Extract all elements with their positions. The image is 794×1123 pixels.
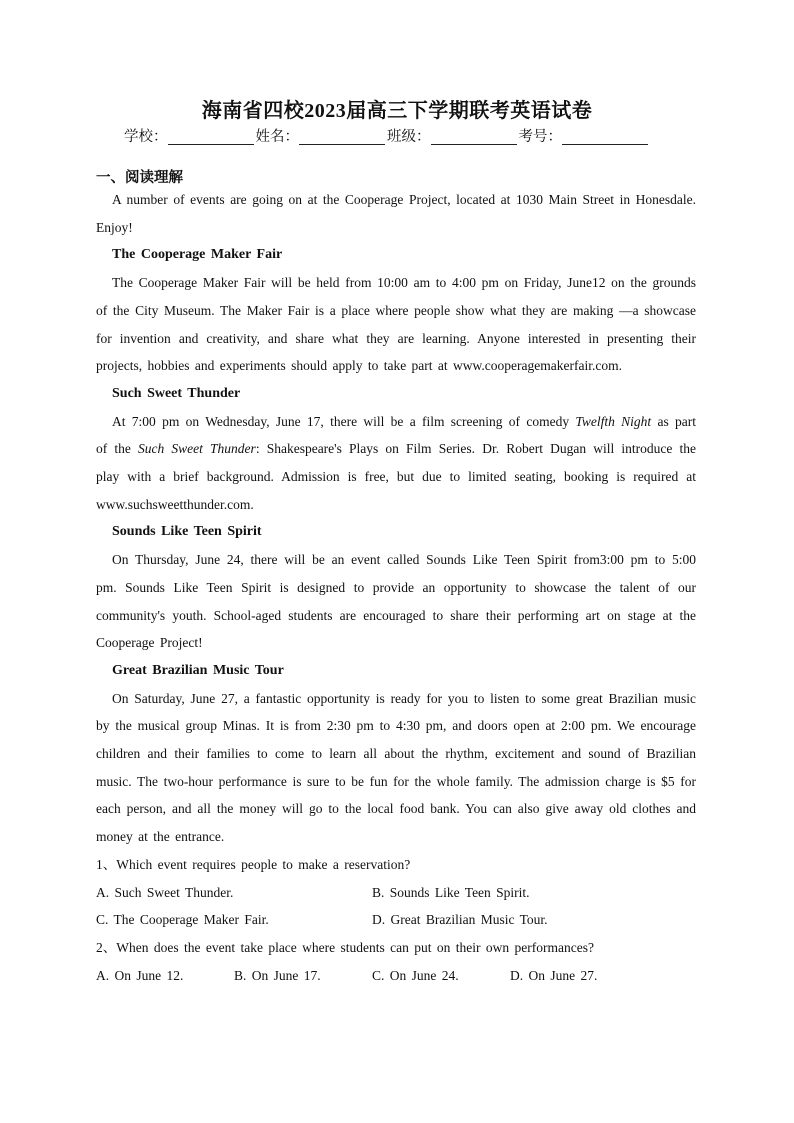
school-blank[interactable] [168,128,254,145]
event-heading-maker-fair: The Cooperage Maker Fair [112,247,283,263]
event-heading-sweet-thunder: Such Sweet Thunder [112,385,241,401]
school-label: 学校： [124,129,168,145]
question-2-option-c[interactable]: C. On June 24. [372,967,459,983]
question-1-option-d[interactable]: D. Great Brazilian Music Tour. [372,912,548,928]
number-label: 考号： [518,129,562,145]
text-part: as part of the [96,413,697,457]
exam-title: 海南省四校2023届高三下学期联考英语试卷 [201,100,593,122]
passage-intro: A number of events are going on at the Cooperage Project, located at 1030 Main Street in Honesdale. Enjoy! [96,192,696,235]
question-2-option-b[interactable]: B. On June 17. [234,967,321,983]
question-1-option-c[interactable]: C. The Cooperage Maker Fair. [96,912,269,928]
event-heading-brazilian-tour: Great Brazilian Music Tour [112,662,284,678]
question-1-stem: 1、Which event requires people to make a reservation? [96,856,411,872]
section-heading: 一、阅读理解 [96,170,183,186]
event-heading-teen-spirit: Sounds Like Teen Spirit [112,524,262,540]
series-title: Such Sweet Thunder [138,441,256,457]
event-text-maker-fair: The Cooperage Maker Fair will be held from 10:00 am to 4:00 pm on Friday, June12 on the grounds of the City Museum. The Maker Fair is a place where people show what they are making —a showcase for invention and creativity, and share what they are learning. Anyone interested in presenting their projects, hobbies and experiments should apply to take part at www.cooperagemakerfair.com. [96,275,696,374]
question-2-option-d[interactable]: D. On June 27. [510,967,598,983]
question-2-option-a[interactable]: A. On June 12. [96,967,184,983]
question-2-options [96,962,696,990]
name-blank[interactable] [299,128,385,145]
student-info-line [124,125,650,146]
question-1-option-b[interactable]: B. Sounds Like Teen Spirit. [372,884,530,900]
question-1-options-row-2 [96,906,696,934]
question-1-option-a[interactable]: A. Such Sweet Thunder. [96,884,234,900]
film-title: Twelfth Night [575,413,652,429]
class-label: 班级： [387,129,431,145]
event-text-brazilian-tour: On Saturday, June 27, a fantastic opportunity is ready for you to listen to some great Brazilian music by the musical group Minas. It is from 2:30 pm to 4:30 pm, and doors open at 2:00 pm. We encourage children and their families to come to learn all about the rhythm, excitement and sound of Brazilian music. The two-hour performance is sure to be fun for the whole family. The admission charge is $5 for each person, and all the money will go to the local food bank. You can also give away old clothes and money at the entrance. [96,690,696,845]
event-text-teen-spirit: On Thursday, June 24, there will be an event called Sounds Like Teen Spirit from3:00 pm to 5:00 pm. Sounds Like Teen Spirit is designed to provide an opportunity to showcase the talent of our community's youth. School-aged students are encouraged to share their performing art on stage at the Cooperage Project! [96,552,696,651]
question-1-options-row-1 [96,879,696,907]
passage-body [96,186,696,989]
question-2-stem: 2、When does the event take place where students can put on their own performances? [96,939,594,955]
class-blank[interactable] [431,128,517,145]
event-text-sweet-thunder [96,408,696,519]
number-blank[interactable] [562,128,648,145]
text-part: : Shakespeare's Plays on Film Series. Dr. Robert Dugan will introduce the play with a brief background. Admission is free, but due to limited seating, booking is required at www.suchsweetthunder.com. [96,441,696,512]
name-label: 姓名： [255,129,299,145]
text-part: At 7:00 pm on Wednesday, June 17, there will be a film screening of comedy [112,413,576,429]
